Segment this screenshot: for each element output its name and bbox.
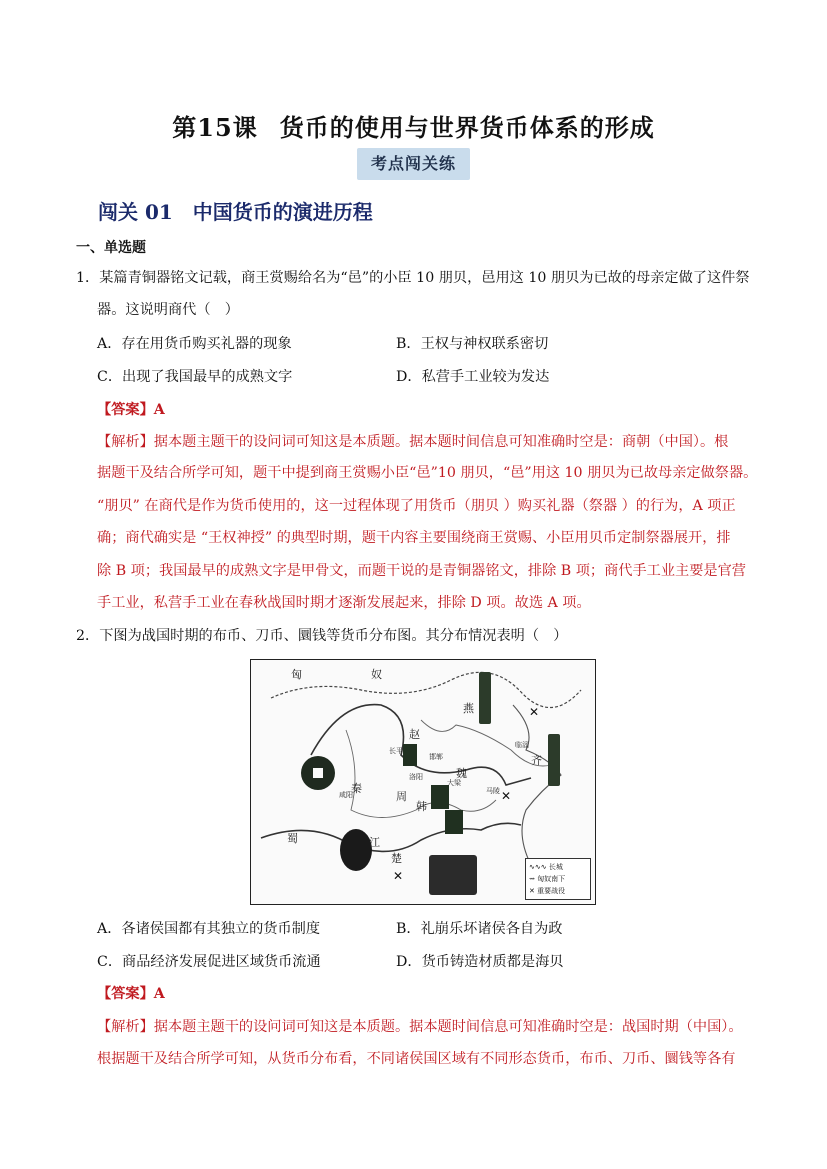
legend-item-battle: ✕ 重要战役 [529, 887, 566, 895]
q1-analysis-line1: 【解析】据本题主题干的设问词可知这是本质题。据本题时间信息可知准确时空是：商朝（中国）。根 [97, 434, 729, 450]
map-label-0: 匈 [291, 668, 302, 681]
q2-answer: 【答案】A [97, 986, 165, 1002]
map-label-16: 洛阳 [409, 773, 423, 781]
gold-plate-chu [429, 855, 477, 895]
lesson-name: 货币的使用与世界货币体系的形成 [279, 113, 655, 142]
map-label-6: 魏 [456, 767, 467, 780]
q2-option-b: B．礼崩乐坏诸侯各自为政 [396, 921, 563, 937]
page-title [0, 108, 827, 143]
map-label-15: 马陵 [486, 787, 500, 795]
q1-option-d: D．私营手工业较为发达 [396, 369, 550, 385]
svg-text:✕: ✕ [393, 869, 404, 883]
q1-analysis-line5: 除 B 项；我国最早的成熟文字是甲骨文，而题干说的是青铜器铭文，排除 B 项；商代手工业主要是官营 [97, 563, 746, 579]
warring-states-currency-map [250, 659, 596, 905]
map-label-4: 齐 [531, 754, 542, 767]
q1-analysis-line3: “朋贝” 在商代是作为货币使用的，这一过程体现了用货币（朋贝 ）购买礼器（祭器 ）的行为，A 项正 [97, 498, 736, 514]
section-name: 中国货币的演进历程 [192, 200, 373, 224]
practice-badge: 考点闯关练 [357, 148, 470, 180]
spade-coin-zhao [403, 744, 417, 766]
map-label-3: 赵 [409, 728, 420, 741]
q1-answer: 【答案】A [97, 402, 165, 418]
legend-item-xiongnu: ⇝ 匈奴南下 [529, 875, 566, 883]
map-label-14: 长平 [389, 747, 403, 755]
map-label-10: 蜀 [287, 832, 298, 845]
spade-coin-han [445, 810, 463, 834]
q2-option-d: D．货币铸造材质都是海贝 [396, 954, 564, 970]
map-label-7: 韩 [416, 800, 427, 813]
spade-coin-wei [431, 785, 449, 809]
q1-analysis-line4: 确；商代确实是 “王权神授” 的典型时期，题干内容主要围绕商王赏赐、小臣用贝币定制祭器展开，排 [97, 530, 731, 546]
knife-coin-qi [548, 734, 560, 786]
map-label-12: 临淄 [515, 741, 529, 749]
q1-stem-line1: 1．某篇青铜器铭文记载，商王赏赐给名为“邑”的小臣 10 朋贝，邑用这 10 朋贝为已故的母亲定做了这件祭 [76, 270, 750, 286]
lesson-number: 第15课 [172, 113, 258, 142]
map-label-2: 燕 [463, 702, 474, 715]
q2-option-c: C．商品经济发展促进区域货币流通 [97, 954, 321, 970]
map-label-1: 奴 [371, 668, 382, 681]
knife-coin-yan [479, 672, 491, 724]
svg-text:✕: ✕ [529, 705, 540, 719]
section-number: 闯关 01 [98, 200, 173, 224]
map-label-11: 邯郸 [429, 753, 443, 761]
map-label-18: 江 [369, 836, 380, 849]
q2-analysis-line2: 根据题干及结合所学可知，从货币分布看，不同诸侯国区域有不同形态货币，布币、刀币、圜钱等各有 [97, 1051, 736, 1067]
q2-stem: 2．下图为战国时期的布币、刀币、圜钱等货币分布图。其分布情况表明（ ） [76, 628, 568, 644]
map-label-13: 咸阳 [339, 791, 353, 799]
map-label-8: 周 [396, 790, 407, 803]
legend-item-great-wall: ∿∿∿ 长城 [529, 863, 563, 871]
question-type-heading: 一、单选题 [76, 240, 146, 256]
ant-nose-coin [340, 829, 372, 871]
q2-option-a: A．各诸侯国都有其独立的货币制度 [97, 921, 321, 937]
map-label-9: 楚 [391, 852, 402, 865]
q1-option-c: C．出现了我国最早的成熟文字 [97, 369, 293, 385]
q1-option-a: A．存在用货币购买礼器的现象 [97, 336, 292, 352]
map-legend [525, 858, 591, 900]
svg-text:✕: ✕ [501, 789, 512, 803]
round-coin-hole [313, 768, 323, 778]
q2-analysis-line1: 【解析】据本题主题干的设问词可知这是本质题。据本题时间信息可知准确时空是：战国时期（中国）。 [97, 1019, 743, 1035]
map-label-5: 秦 [351, 782, 362, 795]
q1-stem-line2: 器。这说明商代（ ） [97, 302, 239, 318]
q1-analysis-line6: 手工业，私营手工业在春秋战国时期才逐渐发展起来，排除 D 项。故选 A 项。 [97, 595, 591, 611]
section-heading [98, 196, 373, 225]
q1-option-b: B．王权与神权联系密切 [396, 336, 549, 352]
q1-analysis-line2: 据题干及结合所学可知，题干中提到商王赏赐小臣“邑”10 朋贝，“邑”用这 10 朋贝为已故母亲定做祭器。 [97, 465, 758, 481]
map-label-17: 大梁 [447, 779, 461, 787]
